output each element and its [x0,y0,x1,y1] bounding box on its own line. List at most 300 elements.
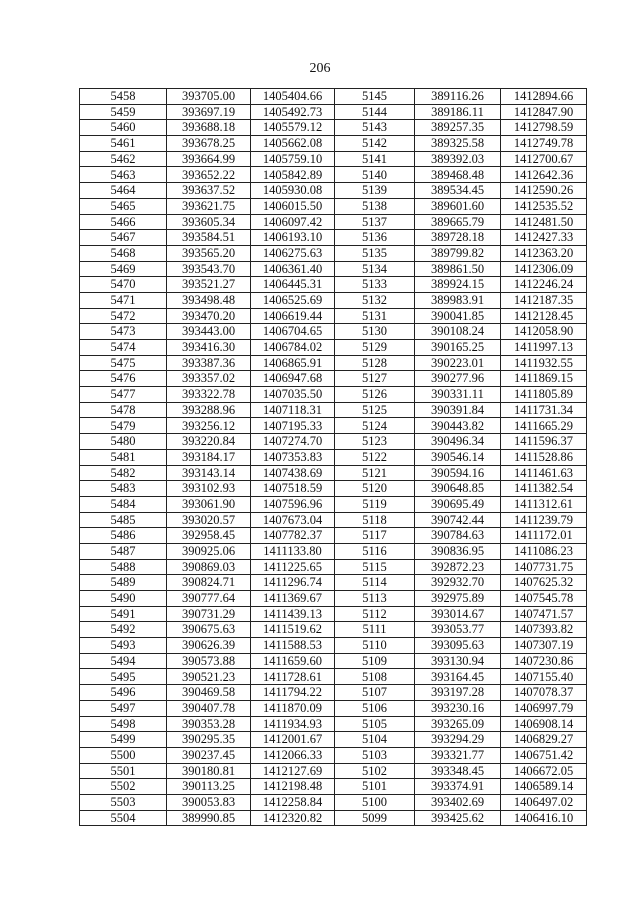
table-row [80,591,587,607]
x-coordinate-left-cell: 390113.25 [167,779,251,795]
table-row [80,669,587,685]
y-coordinate-left-cell: 1411439.13 [251,606,335,622]
point-id-right-cell: 5143 [335,120,415,136]
point-id-left-cell: 5467 [80,230,167,246]
table-row [80,543,587,559]
table-row [80,245,587,261]
point-id-right-cell: 5130 [335,324,415,340]
x-coordinate-right-cell: 390041.85 [415,308,501,324]
x-coordinate-left-cell: 393621.75 [167,198,251,214]
x-coordinate-left-cell: 393521.27 [167,277,251,293]
point-id-left-cell: 5468 [80,245,167,261]
point-id-right-cell: 5107 [335,685,415,701]
x-coordinate-right-cell: 390836.95 [415,543,501,559]
page-number: 206 [309,61,331,76]
point-id-right-cell: 5109 [335,653,415,669]
x-coordinate-right-cell: 393402.69 [415,794,501,810]
x-coordinate-left-cell: 390295.35 [167,732,251,748]
point-id-left-cell: 5483 [80,481,167,497]
x-coordinate-left-cell: 393664.99 [167,151,251,167]
y-coordinate-right-cell: 1411461.63 [501,465,587,481]
x-coordinate-right-cell: 390223.01 [415,355,501,371]
table-row [80,214,587,230]
y-coordinate-left-cell: 1407518.59 [251,481,335,497]
x-coordinate-left-cell: 390469.58 [167,685,251,701]
x-coordinate-right-cell: 390496.34 [415,434,501,450]
table-row [80,340,587,356]
x-coordinate-right-cell: 393374.91 [415,779,501,795]
point-id-right-cell: 5120 [335,481,415,497]
x-coordinate-left-cell: 393697.19 [167,104,251,120]
table-row [80,324,587,340]
point-id-right-cell: 5124 [335,418,415,434]
table-row [80,277,587,293]
table-row [80,434,587,450]
y-coordinate-left-cell: 1412258.84 [251,794,335,810]
point-id-left-cell: 5478 [80,402,167,418]
x-coordinate-left-cell: 390675.63 [167,622,251,638]
x-coordinate-left-cell: 393061.90 [167,496,251,512]
y-coordinate-right-cell: 1411805.89 [501,387,587,403]
y-coordinate-right-cell: 1411731.34 [501,402,587,418]
point-id-right-cell: 5104 [335,732,415,748]
point-id-right-cell: 5138 [335,198,415,214]
x-coordinate-right-cell: 392872.23 [415,559,501,575]
point-id-left-cell: 5475 [80,355,167,371]
y-coordinate-left-cell: 1407438.69 [251,465,335,481]
y-coordinate-left-cell: 1407274.70 [251,434,335,450]
table-row [80,402,587,418]
table-row [80,261,587,277]
y-coordinate-right-cell: 1407731.75 [501,559,587,575]
point-id-left-cell: 5476 [80,371,167,387]
y-coordinate-left-cell: 1407195.33 [251,418,335,434]
table-row [80,779,587,795]
x-coordinate-left-cell: 389990.85 [167,810,251,826]
x-coordinate-right-cell: 389468.48 [415,167,501,183]
y-coordinate-left-cell: 1406525.69 [251,292,335,308]
x-coordinate-left-cell: 393220.84 [167,434,251,450]
point-id-left-cell: 5496 [80,685,167,701]
point-id-right-cell: 5119 [335,496,415,512]
x-coordinate-left-cell: 393565.20 [167,245,251,261]
point-id-left-cell: 5498 [80,716,167,732]
y-coordinate-left-cell: 1405759.10 [251,151,335,167]
y-coordinate-left-cell: 1412001.67 [251,732,335,748]
x-coordinate-left-cell: 390777.64 [167,591,251,607]
y-coordinate-right-cell: 1412481.50 [501,214,587,230]
y-coordinate-right-cell: 1411665.29 [501,418,587,434]
point-id-left-cell: 5461 [80,136,167,152]
point-id-left-cell: 5491 [80,606,167,622]
x-coordinate-right-cell: 393197.28 [415,685,501,701]
point-id-right-cell: 5125 [335,402,415,418]
x-coordinate-right-cell: 389186.11 [415,104,501,120]
point-id-right-cell: 5123 [335,434,415,450]
table-row [80,732,587,748]
y-coordinate-left-cell: 1407782.37 [251,528,335,544]
table-row [80,559,587,575]
y-coordinate-left-cell: 1411934.93 [251,716,335,732]
y-coordinate-left-cell: 1406445.31 [251,277,335,293]
point-id-right-cell: 5100 [335,794,415,810]
coordinates-table [79,88,587,826]
table-row [80,496,587,512]
x-coordinate-left-cell: 393256.12 [167,418,251,434]
point-id-right-cell: 5134 [335,261,415,277]
point-id-right-cell: 5116 [335,543,415,559]
table-row [80,685,587,701]
x-coordinate-right-cell: 390784.63 [415,528,501,544]
y-coordinate-left-cell: 1407596.96 [251,496,335,512]
x-coordinate-left-cell: 393322.78 [167,387,251,403]
point-id-left-cell: 5500 [80,747,167,763]
x-coordinate-left-cell: 393020.57 [167,512,251,528]
y-coordinate-right-cell: 1407471.57 [501,606,587,622]
point-id-right-cell: 5128 [335,355,415,371]
table-row [80,794,587,810]
x-coordinate-left-cell: 393470.20 [167,308,251,324]
x-coordinate-left-cell: 393678.25 [167,136,251,152]
x-coordinate-left-cell: 390626.39 [167,638,251,654]
table-row [80,355,587,371]
y-coordinate-right-cell: 1411172.01 [501,528,587,544]
x-coordinate-right-cell: 390165.25 [415,340,501,356]
y-coordinate-left-cell: 1405662.08 [251,136,335,152]
y-coordinate-right-cell: 1407393.82 [501,622,587,638]
y-coordinate-left-cell: 1405579.12 [251,120,335,136]
x-coordinate-left-cell: 390353.28 [167,716,251,732]
x-coordinate-right-cell: 390742.44 [415,512,501,528]
x-coordinate-right-cell: 390108.24 [415,324,501,340]
y-coordinate-left-cell: 1411369.67 [251,591,335,607]
table-row [80,449,587,465]
point-id-left-cell: 5458 [80,89,167,105]
point-id-right-cell: 5110 [335,638,415,654]
x-coordinate-right-cell: 393294.29 [415,732,501,748]
y-coordinate-right-cell: 1411932.55 [501,355,587,371]
y-coordinate-right-cell: 1411382.54 [501,481,587,497]
point-id-right-cell: 5145 [335,89,415,105]
y-coordinate-left-cell: 1407118.31 [251,402,335,418]
y-coordinate-left-cell: 1406704.65 [251,324,335,340]
y-coordinate-right-cell: 1411086.23 [501,543,587,559]
y-coordinate-right-cell: 1411596.37 [501,434,587,450]
point-id-left-cell: 5481 [80,449,167,465]
point-id-left-cell: 5471 [80,292,167,308]
y-coordinate-right-cell: 1412306.09 [501,261,587,277]
table-row [80,308,587,324]
x-coordinate-left-cell: 390573.88 [167,653,251,669]
point-id-right-cell: 5115 [335,559,415,575]
table-row [80,622,587,638]
y-coordinate-right-cell: 1407625.32 [501,575,587,591]
point-id-left-cell: 5484 [80,496,167,512]
table-row [80,120,587,136]
point-id-left-cell: 5462 [80,151,167,167]
x-coordinate-left-cell: 393637.52 [167,183,251,199]
table-row [80,747,587,763]
point-id-left-cell: 5497 [80,700,167,716]
x-coordinate-left-cell: 390053.83 [167,794,251,810]
table-row [80,700,587,716]
point-id-left-cell: 5465 [80,198,167,214]
table-row [80,292,587,308]
x-coordinate-left-cell: 393652.22 [167,167,251,183]
x-coordinate-right-cell: 393014.67 [415,606,501,622]
x-coordinate-right-cell: 389257.35 [415,120,501,136]
y-coordinate-left-cell: 1411225.65 [251,559,335,575]
y-coordinate-left-cell: 1411659.60 [251,653,335,669]
x-coordinate-left-cell: 390237.45 [167,747,251,763]
y-coordinate-left-cell: 1406865.91 [251,355,335,371]
point-id-right-cell: 5111 [335,622,415,638]
x-coordinate-left-cell: 393416.30 [167,340,251,356]
y-coordinate-left-cell: 1406015.50 [251,198,335,214]
x-coordinate-right-cell: 393130.94 [415,653,501,669]
x-coordinate-right-cell: 393230.16 [415,700,501,716]
y-coordinate-right-cell: 1412642.36 [501,167,587,183]
x-coordinate-left-cell: 392958.45 [167,528,251,544]
y-coordinate-left-cell: 1406275.63 [251,245,335,261]
y-coordinate-right-cell: 1412246.24 [501,277,587,293]
y-coordinate-right-cell: 1406751.42 [501,747,587,763]
x-coordinate-left-cell: 393705.00 [167,89,251,105]
y-coordinate-left-cell: 1412320.82 [251,810,335,826]
x-coordinate-right-cell: 389665.79 [415,214,501,230]
x-coordinate-right-cell: 393348.45 [415,763,501,779]
point-id-right-cell: 5136 [335,230,415,246]
table-row [80,528,587,544]
point-id-left-cell: 5502 [80,779,167,795]
x-coordinate-left-cell: 393543.70 [167,261,251,277]
y-coordinate-right-cell: 1412535.52 [501,198,587,214]
y-coordinate-right-cell: 1412798.59 [501,120,587,136]
point-id-left-cell: 5459 [80,104,167,120]
x-coordinate-right-cell: 389325.58 [415,136,501,152]
point-id-right-cell: 5133 [335,277,415,293]
x-coordinate-left-cell: 390925.06 [167,543,251,559]
x-coordinate-right-cell: 392975.89 [415,591,501,607]
point-id-left-cell: 5474 [80,340,167,356]
table-row [80,481,587,497]
point-id-left-cell: 5480 [80,434,167,450]
y-coordinate-right-cell: 1407078.37 [501,685,587,701]
y-coordinate-left-cell: 1412198.48 [251,779,335,795]
point-id-left-cell: 5479 [80,418,167,434]
x-coordinate-right-cell: 389861.50 [415,261,501,277]
table-row [80,638,587,654]
point-id-right-cell: 5142 [335,136,415,152]
point-id-left-cell: 5469 [80,261,167,277]
point-id-right-cell: 5114 [335,575,415,591]
y-coordinate-right-cell: 1412427.33 [501,230,587,246]
y-coordinate-left-cell: 1406361.40 [251,261,335,277]
point-id-right-cell: 5137 [335,214,415,230]
point-id-left-cell: 5489 [80,575,167,591]
point-id-left-cell: 5490 [80,591,167,607]
point-id-left-cell: 5499 [80,732,167,748]
point-id-right-cell: 5113 [335,591,415,607]
x-coordinate-right-cell: 390695.49 [415,496,501,512]
x-coordinate-right-cell: 390594.16 [415,465,501,481]
point-id-right-cell: 5106 [335,700,415,716]
x-coordinate-left-cell: 393584.51 [167,230,251,246]
table-row [80,198,587,214]
point-id-left-cell: 5485 [80,512,167,528]
y-coordinate-right-cell: 1412058.90 [501,324,587,340]
table-row [80,465,587,481]
point-id-left-cell: 5494 [80,653,167,669]
x-coordinate-left-cell: 390407.78 [167,700,251,716]
table-row [80,183,587,199]
table-row [80,810,587,826]
x-coordinate-left-cell: 393387.36 [167,355,251,371]
y-coordinate-right-cell: 1412749.78 [501,136,587,152]
y-coordinate-left-cell: 1411296.74 [251,575,335,591]
y-coordinate-right-cell: 1406672.05 [501,763,587,779]
x-coordinate-right-cell: 390443.82 [415,418,501,434]
x-coordinate-right-cell: 393425.62 [415,810,501,826]
y-coordinate-right-cell: 1412128.45 [501,308,587,324]
y-coordinate-left-cell: 1406193.10 [251,230,335,246]
x-coordinate-right-cell: 389534.45 [415,183,501,199]
y-coordinate-left-cell: 1407353.83 [251,449,335,465]
table-row [80,512,587,528]
point-id-right-cell: 5103 [335,747,415,763]
y-coordinate-right-cell: 1411997.13 [501,340,587,356]
x-coordinate-left-cell: 393443.00 [167,324,251,340]
point-id-right-cell: 5139 [335,183,415,199]
point-id-right-cell: 5108 [335,669,415,685]
x-coordinate-right-cell: 390648.85 [415,481,501,497]
point-id-left-cell: 5463 [80,167,167,183]
y-coordinate-right-cell: 1406589.14 [501,779,587,795]
x-coordinate-right-cell: 393053.77 [415,622,501,638]
y-coordinate-right-cell: 1412363.20 [501,245,587,261]
table-row [80,167,587,183]
y-coordinate-left-cell: 1405930.08 [251,183,335,199]
x-coordinate-left-cell: 393688.18 [167,120,251,136]
point-id-right-cell: 5117 [335,528,415,544]
y-coordinate-right-cell: 1411239.79 [501,512,587,528]
x-coordinate-right-cell: 389799.82 [415,245,501,261]
y-coordinate-right-cell: 1407230.86 [501,653,587,669]
y-coordinate-left-cell: 1411870.09 [251,700,335,716]
point-id-left-cell: 5493 [80,638,167,654]
x-coordinate-right-cell: 393321.77 [415,747,501,763]
x-coordinate-right-cell: 392932.70 [415,575,501,591]
point-id-right-cell: 5099 [335,810,415,826]
table-row [80,716,587,732]
point-id-right-cell: 5105 [335,716,415,732]
table-row [80,606,587,622]
y-coordinate-left-cell: 1407673.04 [251,512,335,528]
x-coordinate-left-cell: 390521.23 [167,669,251,685]
point-id-left-cell: 5477 [80,387,167,403]
y-coordinate-right-cell: 1412590.26 [501,183,587,199]
y-coordinate-right-cell: 1411312.61 [501,496,587,512]
table-row [80,136,587,152]
table-row [80,104,587,120]
point-id-right-cell: 5101 [335,779,415,795]
table-row [80,230,587,246]
x-coordinate-right-cell: 389983.91 [415,292,501,308]
x-coordinate-left-cell: 393288.96 [167,402,251,418]
x-coordinate-right-cell: 389116.26 [415,89,501,105]
point-id-left-cell: 5472 [80,308,167,324]
x-coordinate-left-cell: 390869.03 [167,559,251,575]
x-coordinate-right-cell: 390391.84 [415,402,501,418]
x-coordinate-right-cell: 390331.11 [415,387,501,403]
point-id-right-cell: 5102 [335,763,415,779]
y-coordinate-left-cell: 1411794.22 [251,685,335,701]
y-coordinate-left-cell: 1406784.02 [251,340,335,356]
x-coordinate-left-cell: 390824.71 [167,575,251,591]
point-id-left-cell: 5486 [80,528,167,544]
y-coordinate-left-cell: 1411133.80 [251,543,335,559]
table-row [80,151,587,167]
table-row [80,763,587,779]
table-row [80,89,587,105]
point-id-right-cell: 5144 [335,104,415,120]
y-coordinate-right-cell: 1411869.15 [501,371,587,387]
x-coordinate-left-cell: 393184.17 [167,449,251,465]
y-coordinate-left-cell: 1405492.73 [251,104,335,120]
point-id-left-cell: 5503 [80,794,167,810]
x-coordinate-right-cell: 393265.09 [415,716,501,732]
point-id-right-cell: 5141 [335,151,415,167]
point-id-right-cell: 5140 [335,167,415,183]
point-id-right-cell: 5121 [335,465,415,481]
point-id-right-cell: 5126 [335,387,415,403]
y-coordinate-right-cell: 1407155.40 [501,669,587,685]
x-coordinate-right-cell: 389392.03 [415,151,501,167]
y-coordinate-right-cell: 1406997.79 [501,700,587,716]
table-row [80,653,587,669]
point-id-left-cell: 5488 [80,559,167,575]
point-id-left-cell: 5495 [80,669,167,685]
x-coordinate-right-cell: 390546.14 [415,449,501,465]
x-coordinate-right-cell: 393164.45 [415,669,501,685]
point-id-right-cell: 5122 [335,449,415,465]
y-coordinate-right-cell: 1412847.90 [501,104,587,120]
point-id-right-cell: 5112 [335,606,415,622]
y-coordinate-right-cell: 1406908.14 [501,716,587,732]
point-id-left-cell: 5504 [80,810,167,826]
x-coordinate-right-cell: 389924.15 [415,277,501,293]
y-coordinate-right-cell: 1412187.35 [501,292,587,308]
y-coordinate-right-cell: 1407545.78 [501,591,587,607]
x-coordinate-left-cell: 393143.14 [167,465,251,481]
x-coordinate-right-cell: 393095.63 [415,638,501,654]
y-coordinate-left-cell: 1405842.89 [251,167,335,183]
y-coordinate-right-cell: 1406829.27 [501,732,587,748]
y-coordinate-left-cell: 1407035.50 [251,387,335,403]
x-coordinate-left-cell: 390731.29 [167,606,251,622]
point-id-right-cell: 5135 [335,245,415,261]
y-coordinate-right-cell: 1407307.19 [501,638,587,654]
y-coordinate-left-cell: 1411519.62 [251,622,335,638]
y-coordinate-right-cell: 1406497.02 [501,794,587,810]
point-id-right-cell: 5132 [335,292,415,308]
point-id-right-cell: 5131 [335,308,415,324]
x-coordinate-left-cell: 390180.81 [167,763,251,779]
point-id-left-cell: 5470 [80,277,167,293]
x-coordinate-left-cell: 393357.02 [167,371,251,387]
coordinates-table-body [80,89,587,826]
table-row [80,371,587,387]
